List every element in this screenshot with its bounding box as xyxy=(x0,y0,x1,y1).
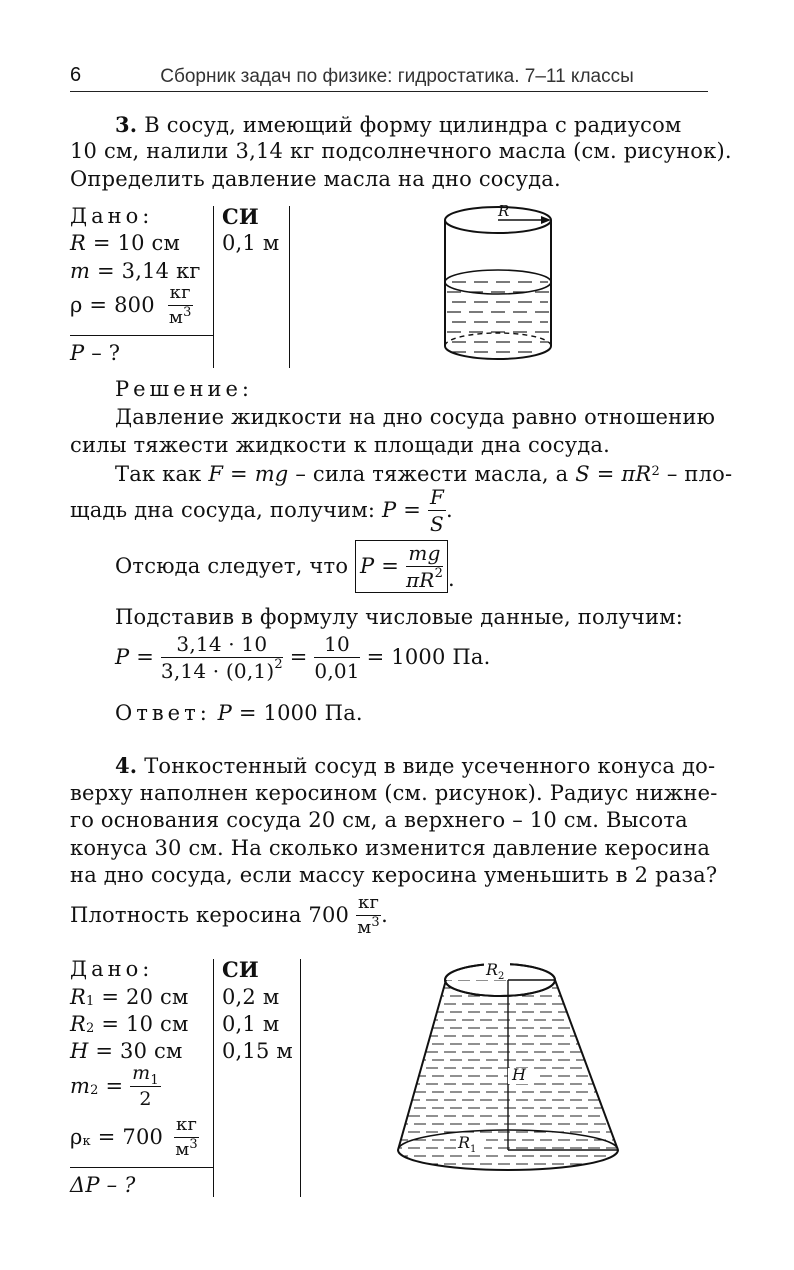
answer-line: Ответ: P = 1000 Па. xyxy=(115,701,363,725)
boxed-formula: P = $\frac{mg}{\pi R^2}$ xyxy=(355,540,448,593)
given-divider xyxy=(70,335,213,336)
si-r: 0,1 м xyxy=(222,231,280,255)
given-r2: R2 = 10 см xyxy=(70,1012,189,1036)
given-rho-k: ρк = 700 $\frac{кг}{м^3}$ xyxy=(70,1114,198,1160)
r1-label: R xyxy=(458,1133,471,1152)
header-rule xyxy=(70,91,708,92)
running-header-title: Сборник задач по физике: гидростатика. 7–11 классы xyxy=(160,66,634,87)
problem3-line2: 10 см, налили 3,14 кг подсолнечного масла (см. рисунок). xyxy=(70,139,732,163)
given-r1: R1 = 20 см xyxy=(70,985,189,1009)
problem3-line1 xyxy=(115,111,681,139)
si-r2: 0,1 м xyxy=(222,1012,280,1036)
problem3-number: 3. xyxy=(115,112,138,137)
radius-label: R xyxy=(498,202,510,220)
problem4-line4: конуса 30 см. На сколько изменится давление керосина xyxy=(70,836,711,860)
r2-label: R xyxy=(486,960,499,979)
problem4-line5: на дно сосуда, если массу керосина уменьшить в 2 раза? xyxy=(70,863,718,887)
problem4-line1: 4. Тонкостенный сосуд в виде усеченного конуса до- xyxy=(115,753,716,778)
calculation-line: P = $\frac{3,14 \cdot 10}{3,14 \cdot (0,1)^2}$ = $\frac{10}{0,01}$ = 1000 Па. xyxy=(115,632,491,683)
height-label: H xyxy=(512,1065,526,1084)
given-si-separator-4 xyxy=(213,959,214,1197)
given-m: m = 3,14 кг xyxy=(70,259,201,283)
given-m2: m2 = $\frac{m_1}{2}$ xyxy=(70,1062,159,1110)
problem4-line2: верху наполнен керосином (см. рисунок). Радиус нижне- xyxy=(70,781,718,805)
solution-line4: щадь дна сосуда, получим: P = $\frac{F}{S}$ . xyxy=(70,485,453,536)
r1-subscript: 1 xyxy=(470,1144,477,1155)
solution-line1: Давление жидкости на дно сосуда равно отношению xyxy=(115,405,716,429)
given-label-4: Дано: xyxy=(70,957,154,981)
given-h: H = 30 см xyxy=(70,1039,183,1063)
r2-subscript: 2 xyxy=(498,971,505,982)
calc-fraction-2: $\frac{10}{0,01}$ xyxy=(314,632,360,683)
find-p: P – ? xyxy=(70,341,121,365)
given-label: Дано: xyxy=(70,204,154,228)
oil-hatching xyxy=(447,282,549,352)
cone-bottom-front xyxy=(398,1150,618,1170)
problem4-number: 4. xyxy=(115,753,138,778)
truncated-cone-figure xyxy=(390,950,630,1180)
solution-line5: Отсюда следует, что P = $\frac{mg}{\pi R^2}$ . xyxy=(115,541,455,592)
si-right-border-4 xyxy=(300,959,301,1197)
si-label-4: СИ xyxy=(222,957,259,982)
solution-line6: Подставив в формулу числовые данные, получим: xyxy=(115,605,684,629)
given-rho: ρ = 800 $\frac{кг}{м^3}$ xyxy=(70,282,192,328)
given-si-separator xyxy=(213,206,214,368)
solution-label: Решение: xyxy=(115,377,254,401)
given-divider-4 xyxy=(70,1167,213,1168)
f-over-s-fraction: $\frac{F}{S}$ xyxy=(429,485,445,536)
si-r1: 0,2 м xyxy=(222,985,280,1009)
problem3-line3: Определить давление масла на дно сосуда. xyxy=(70,167,561,191)
problem4-density-line: Плотность керосина 700 $\frac{кг}{м^3}$ . xyxy=(70,892,388,938)
si-h: 0,15 м xyxy=(222,1039,293,1063)
page-number: 6 xyxy=(70,64,82,86)
find-delta-p: ΔP – ? xyxy=(70,1173,136,1197)
si-label: СИ xyxy=(222,204,259,229)
si-right-border xyxy=(289,206,290,368)
cylinder-figure xyxy=(430,196,570,374)
calc-fraction-1: $\frac{3,14 \cdot 10}{3,14 \cdot (0,1)^2}$ xyxy=(160,632,283,683)
problem3-text-1: В сосуд, имеющий форму цилиндра с радиусом xyxy=(137,113,682,137)
cylinder-bottom-back xyxy=(445,333,551,346)
solution-line3: Так как F = mg – сила тяжести масла, а $S = \pi R^2 - пло-$ xyxy=(115,462,733,486)
given-r: R = 10 см xyxy=(70,231,181,255)
solution-line2: силы тяжести жидкости к площади дна сосуда. xyxy=(70,433,611,457)
rho-unit-fraction: $\frac{кг}{м^3}$ xyxy=(168,282,192,328)
problem4-line3: го основания сосуда 20 см, а верхнего – 10 см. Высота xyxy=(70,808,688,832)
